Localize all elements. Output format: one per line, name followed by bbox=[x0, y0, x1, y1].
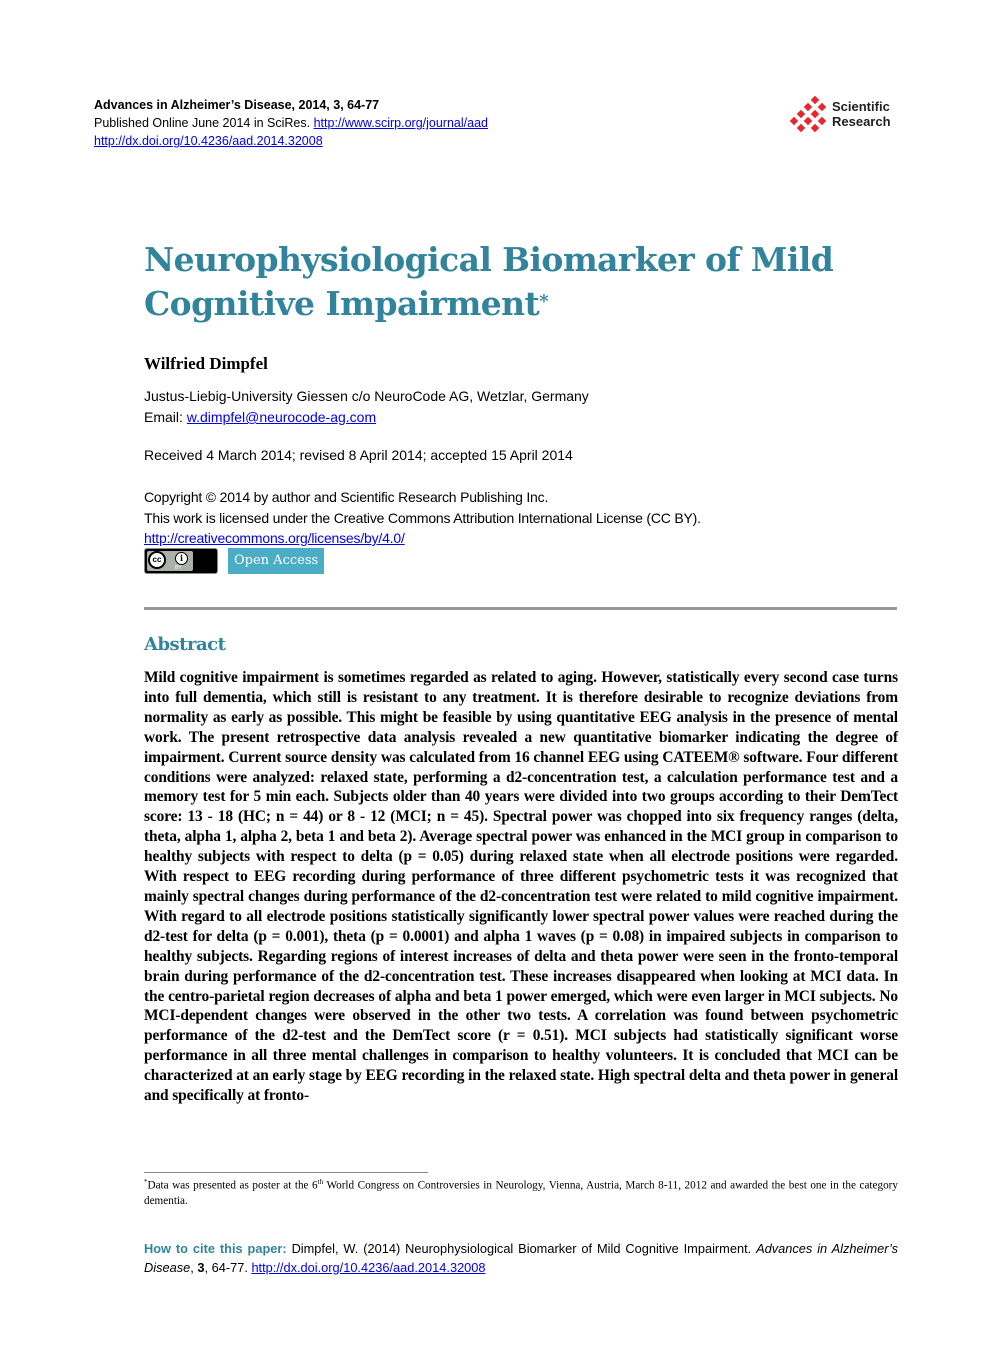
email-link[interactable]: w.dimpfel@neurocode-ag.com bbox=[186, 409, 377, 425]
cc-icon: cc bbox=[148, 551, 166, 569]
affiliation: Justus-Liebig-University Giessen c/o NeuroCode AG, Wetzlar, Germany bbox=[144, 388, 589, 404]
attribution-icon: i bbox=[175, 552, 188, 565]
cite-doi-link[interactable]: http://dx.doi.org/10.4236/aad.2014.32008 bbox=[251, 1259, 486, 1275]
cite-label: How to cite this paper: bbox=[144, 1241, 287, 1256]
cc-by-badge[interactable] bbox=[144, 548, 218, 574]
paper-title: Neurophysiological Biomarker of Mild Cognitive Impairment* bbox=[144, 240, 834, 323]
abstract-heading: Abstract bbox=[144, 634, 226, 655]
license-badges bbox=[144, 548, 324, 574]
open-access-badge: Open Access bbox=[228, 548, 324, 574]
author-name: Wilfried Dimpfel bbox=[144, 354, 268, 373]
cite-volume: 3 bbox=[197, 1259, 205, 1275]
email-line bbox=[144, 407, 589, 428]
section-divider bbox=[144, 607, 897, 610]
submission-dates: Received 4 March 2014; revised 8 April 2014; accepted 15 April 2014 bbox=[144, 447, 573, 463]
title-footnote-mark: * bbox=[539, 291, 549, 312]
logo-text: Scientific Research bbox=[832, 99, 891, 129]
doi-link[interactable]: http://dx.doi.org/10.4236/aad.2014.32008 bbox=[94, 134, 323, 148]
publication-line bbox=[94, 114, 488, 132]
abstract-text: Mild cognitive impairment is sometimes regarded as related to aging. However, statistically every second case turns into full dementia, which still is resistant to any treatment. It is therefore desirable to recognize deviations from normality as early as possible. This might be feasible by using quantitative EEG analysis in the presence of mental work. The present retrospective data analysis revealed a new quantitative biomarker indicating the degree of impairment. Current source density was calculated from 16 channel EEG using CATEEM® software. Four different conditions were analyzed: relaxed state, performing a d2-concentration test, a calculation performance test and a memory test for 5 min each. Subjects older than 40 years were divided into two groups according to their DemTect score: 13 - 18 (HC; n = 44) or 8 - 12 (MCI; n = 45). Spectral power was chopped into six frequency ranges (delta, theta, alpha 1, alpha 2, beta 1 and beta 2). Average spectral power was enhanced in the MCI group in comparison to healthy subjects with respect to delta (p = 0.05) during relaxed state when all electrode positions were regarded. With respect to EEG recording during performance of three different psychometric tests it was recognized that mainly spectral changes during performance of the d2-concentration test were related to mild cognitive impairment. With regard to all electrode positions statistically significantly lower spectral power values were reached during the d2-test for delta (p = 0.001), theta (p = 0.0001) and alpha 1 waves (p = 0.08) in impaired subjects in comparison to healthy subjects. Regarding regions of interest increases of delta and theta power were seen in the fronto-temporal brain during performance of the d2-concentration test. These increases disappeared when looking at MCI data. In the centro-parietal region decreases of alpha and beta 1 power emerged, which were even larger in MCI subjects. No MCI-dependent changes were observed in the other two tests. A correlation was found between psychometric performance of the d2-test and the DemTect score (r = 0.51). MCI subjects had statistically significant worse performance in all three mental challenges in comparison to healthy volunteers. It is concluded that MCI can be characterized at an early stage by EEG recording in the relaxed state. High spectral delta and theta power in general and specifically at fronto- bbox=[144, 669, 898, 1105]
author-affiliation-block bbox=[144, 386, 589, 428]
footnote: *Data was presented as poster at the 6th World Congress on Controversies in Neurology, Vienna, Austria, March 8-11, 2012 and awarded the best one in the category dementia. bbox=[144, 1178, 898, 1208]
license-link[interactable]: http://creativecommons.org/licenses/by/4.0/ bbox=[144, 530, 405, 546]
journal-link[interactable]: http://www.scirp.org/journal/aad bbox=[313, 116, 488, 130]
copyright-line: Copyright © 2014 by author and Scientific Research Publishing Inc. bbox=[144, 489, 549, 505]
how-to-cite: How to cite this paper: Dimpfel, W. (2014) Neurophysiological Biomarker of Mild Cognitive Impairment. Advances in Alzheimer’s Disease, 3, 64-77. http://dx.doi.org/10.4236/aad.2014.32008 bbox=[144, 1241, 898, 1275]
by-label: BY bbox=[175, 565, 182, 571]
email-label: Email: bbox=[144, 409, 183, 425]
published-text: Published Online June 2014 in SciRes. bbox=[94, 116, 311, 130]
journal-citation: Advances in Alzheimer’s Disease, 2014, 3, 64-77 bbox=[94, 98, 380, 112]
scientific-research-logo bbox=[790, 96, 910, 136]
cite-journal: Advances in Alzheimer’s Disease bbox=[144, 1241, 898, 1275]
logo-diamond-icon bbox=[790, 96, 830, 136]
footnote-divider bbox=[144, 1172, 428, 1173]
journal-header bbox=[94, 96, 488, 150]
footnote-mark: * bbox=[144, 1178, 148, 1186]
license-line: This work is licensed under the Creative Commons Attribution International License (CC BY). bbox=[144, 509, 701, 526]
copyright-block bbox=[144, 487, 701, 549]
